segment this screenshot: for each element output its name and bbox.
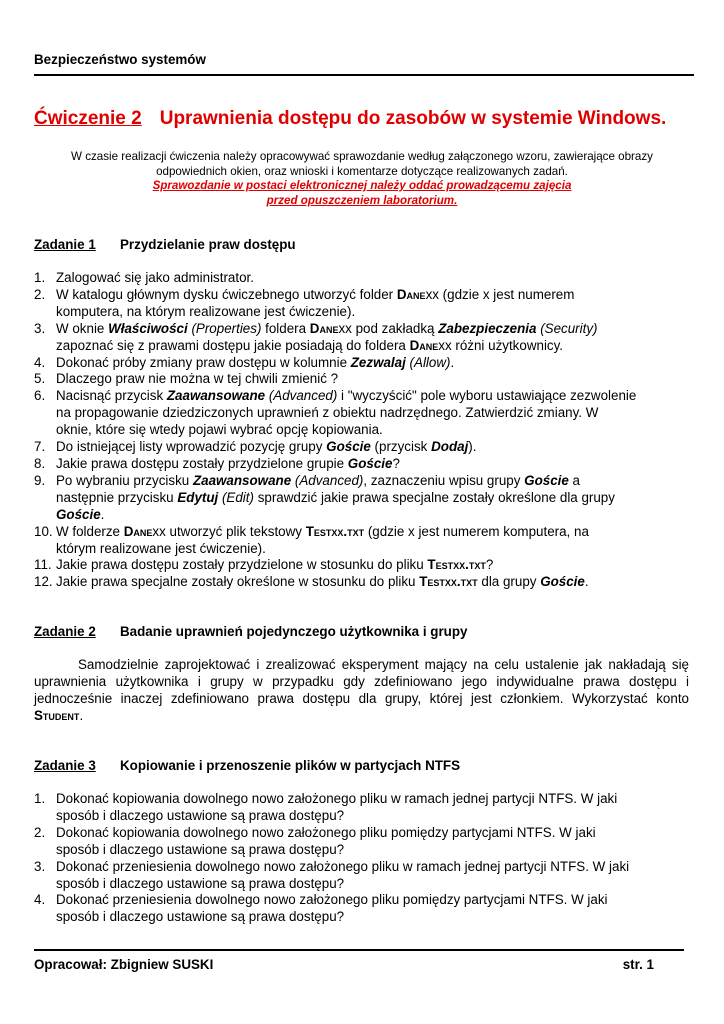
list-item: 9. Po wybraniu przycisku Zaawansowane (Advanced), zaznaczeniu wpisu grupy Goście a następnie przycisku Edytuj (Edit) sprawdzić jakie prawa specjalne zostały określone dla grupy Goście.: [34, 472, 615, 522]
document-header: Bezpieczeństwo systemów: [34, 52, 206, 67]
task-3-heading: [34, 758, 460, 773]
document-footer: [34, 957, 654, 972]
task-1-title: Przydzielanie praw dostępu: [120, 237, 296, 252]
header-rule: [34, 74, 694, 76]
exercise-title: Uprawnienia dostępu do zasobów w systemie Windows.: [159, 108, 667, 129]
list-item: 6. Nacisnąć przycisk Zaawansowane (Advanced) i "wyczyścić" pole wyboru ustawiające zezwolenie na propagowanie dziedziczonych uprawnień z obiektu nadrzędnego. Zatwierdzić zmiany. W oknie, które się wtedy pojawi wybrać opcję kopiowania.: [34, 388, 637, 438]
footer-rule: [34, 949, 684, 951]
list-item: 2. Dokonać kopiowania dowolnego nowo założonego pliku pomiędzy partycjami NTFS. W jaki sposób i dlaczego ustawione są prawa dostępu?: [34, 824, 596, 857]
task-2-label: Zadanie 2: [34, 624, 96, 639]
list-item: 8. Jakie prawa dostępu zostały przydzielone grupie Goście?: [34, 455, 400, 471]
list-item: 1. Zalogować się jako administrator.: [34, 270, 254, 285]
task-2-paragraph: Samodzielnie zaprojektować i zrealizować eksperyment mający na celu ustalenie jak nakładają się uprawnienia użytkownika i grupy w przypadku gdy zdefiniowano jego indywidualne prawa dostępu i jednocześnie inaczej zdefiniowano prawa dostępu dla grupy, której jest członkiem. Wykorzystać konto Student.: [34, 657, 689, 723]
task-3-list: [34, 791, 674, 926]
task-1-label: Zadanie 1: [34, 237, 96, 252]
list-item: 4. Dokonać próby zmiany praw dostępu w kolumnie Zezwalaj (Allow).: [34, 354, 455, 370]
intro-line-1: W czasie realizacji ćwiczenia należy opracowywać sprawozdanie według załączonego wzoru, zawierające obrazy: [71, 150, 653, 163]
intro-line-2: odpowiednich okien, oraz wnioski i komentarze dotyczące realizowanych zadań.: [156, 164, 568, 178]
list-item: 3. W oknie Właściwości (Properties) foldera Danexx pod zakładką Zabezpieczenia (Security) zapoznać się z prawami dostępu jakie posiadają do foldera Danexx różni użytkownicy.: [34, 320, 598, 353]
page-title: [34, 108, 666, 130]
footer-author: Opracował: Zbigniew SUSKI: [34, 957, 214, 972]
list-item: 12. Jakie prawa specjalne zostały określone w stosunku do pliku Testxx.txt dla grupy Goście.: [34, 574, 589, 590]
task-1-list: [34, 270, 674, 591]
intro-warning-1: Sprawozdanie w postaci elektronicznej należy oddać prowadzącemu zajęcia: [152, 179, 572, 192]
exercise-number: Ćwiczenie 2: [34, 108, 142, 129]
list-item: 1. Dokonać kopiowania dowolnego nowo założonego pliku w ramach jednej partycji NTFS. W jaki sposób i dlaczego ustawione są prawa dostępu?: [34, 791, 618, 823]
task-3-title: Kopiowanie i przenoszenie plików w partycjach NTFS: [120, 758, 461, 773]
page-number: str. 1: [622, 957, 654, 972]
list-item: 5. Dlaczego praw nie można w tej chwili zmienić ?: [34, 371, 339, 387]
list-item: 10. W folderze Danexx utworzyć plik tekstowy Testxx.txt (gdzie x jest numerem komputera, na którym realizowane jest ćwiczenie).: [34, 523, 589, 556]
task-3-label: Zadanie 3: [34, 758, 96, 773]
list-item: 4. Dokonać przeniesienia dowolnego nowo założonego pliku pomiędzy partycjami NTFS. W jaki sposób i dlaczego ustawione są prawa dostępu?: [34, 892, 608, 925]
list-item: 11. Jakie prawa dostępu zostały przydzielone w stosunku do pliku Testxx.txt?: [34, 557, 494, 573]
intro-warning-2: przed opuszczeniem laboratorium.: [266, 193, 458, 207]
task-2-heading: [34, 624, 467, 639]
task-1-heading: [34, 237, 296, 252]
list-item: 7. Do istniejącej listy wprowadzić pozycję grupy Goście (przycisk Dodaj).: [34, 439, 477, 455]
list-item: 2. W katalogu głównym dysku ćwiczebnego utworzyć folder Danexx (gdzie x jest numerem komputera, na którym realizowane jest ćwiczenie).: [34, 286, 575, 319]
intro-text: [40, 150, 684, 208]
list-item: 3. Dokonać przeniesienia dowolnego nowo założonego pliku w ramach jednej partycji NTFS. W jaki sposób i dlaczego ustawione są prawa dostępu?: [34, 858, 630, 891]
task-2-title: Badanie uprawnień pojedynczego użytkownika i grupy: [120, 624, 468, 639]
